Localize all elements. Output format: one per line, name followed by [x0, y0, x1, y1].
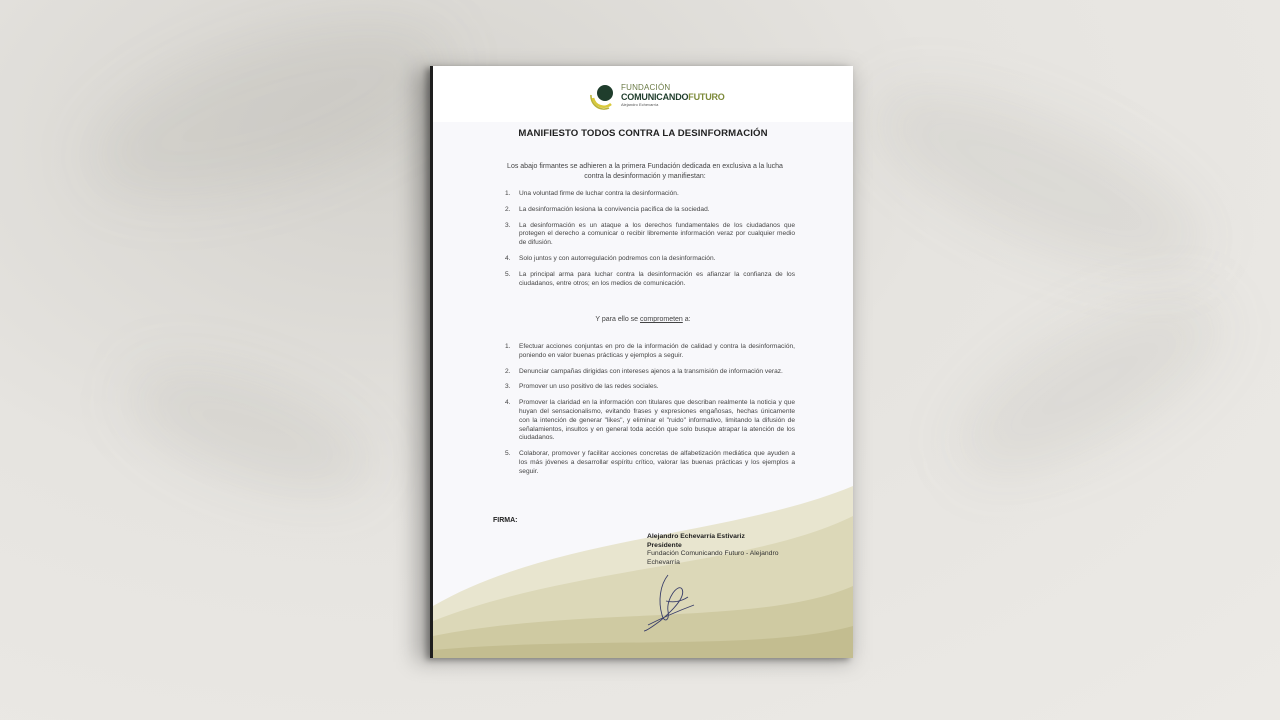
handwritten-signature [638, 571, 698, 633]
list-item: 2. Denunciar campañas dirigidas con intereses ajenos a la transmisión de información veraz. [505, 367, 783, 375]
commitments-list [505, 343, 795, 484]
document-page [430, 66, 853, 658]
logo-line-2: COMUNICANDOFUTURO [621, 92, 725, 102]
leaf-shadow [851, 52, 1229, 308]
list-item: 3. Promover un uso positivo de las redes sociales. [505, 383, 659, 391]
leaf-shadow [933, 262, 1248, 507]
list-item: 4. Solo juntos y con autorregulación podremos con la desinformación. [505, 254, 716, 262]
list-item: 2. La desinformación lesiona la convivencia pacífica de la sociedad. [505, 205, 710, 213]
intro-paragraph: Los abajo firmantes se adhieren a la primera Fundación dedicada en exclusiva a la lucha contra la desinformación y manifiestan: [507, 163, 783, 180]
logo-mark-icon [589, 82, 617, 110]
list-item: 5. Colaborar, promover y facilitar acciones concretas de alfabetización mediática que ayuden a los más jóvenes a desarrollar espíritu crítico, valorar las buenas prácticas y los ejemplos a seguir. [505, 450, 795, 475]
list-item: 1. Una voluntad firme de luchar contra la desinformación. [505, 190, 679, 197]
list-item: 3. La desinformación es un ataque a los derechos fundamentales de los ciudadanos que protegen el derecho a comunicar o recibir libremente información veraz por cualquier medio de difusión. [505, 221, 795, 247]
logo-line-3: Alejandro Echevarría [621, 102, 659, 107]
document-title: MANIFIESTO TODOS CONTRA LA DESINFORMACIÓN [518, 128, 768, 139]
signer-organization: Fundación Comunicando Futuro - Alejandro Echevarría [647, 550, 779, 566]
leaf-shadow [111, 339, 390, 522]
list-item: 1. Efectuar acciones conjuntas en pro de la información de calidad y contra la desinformación, poniendo en valor buenas prácticas y ejemplos a seguir. [505, 343, 795, 359]
signer-role: Presidente [647, 541, 682, 549]
firma-label: FIRMA: [493, 517, 518, 524]
signer-block [647, 533, 807, 567]
logo-line-1: FUNDACIÓN [621, 83, 671, 92]
list-item: 5. La principal arma para luchar contra la desinformación es afianzar la confianza de los ciudadanos, entre otros; en los medios de comunicación. [505, 270, 795, 287]
foundation-logo [589, 82, 725, 114]
list-item: 4. Promover la claridad en la información con titulares que describan realmente la noticia y que huyan del sensacionalismo, evitando frases y expresiones engañosas, hechas únicamente con la intención de generar "likes", y eliminar el "ruido" informativo, limitando la difusión de señalamientos, insultos y en general toda acción que solo busque atrapar la atención de los ciudadanos. [505, 399, 795, 442]
commitment-heading: Y para ello se comprometen a: [595, 316, 691, 323]
principles-list [505, 190, 795, 295]
signer-name: Alejandro Echevarría Estivariz [647, 533, 745, 540]
leaf-shadow [68, 0, 473, 235]
